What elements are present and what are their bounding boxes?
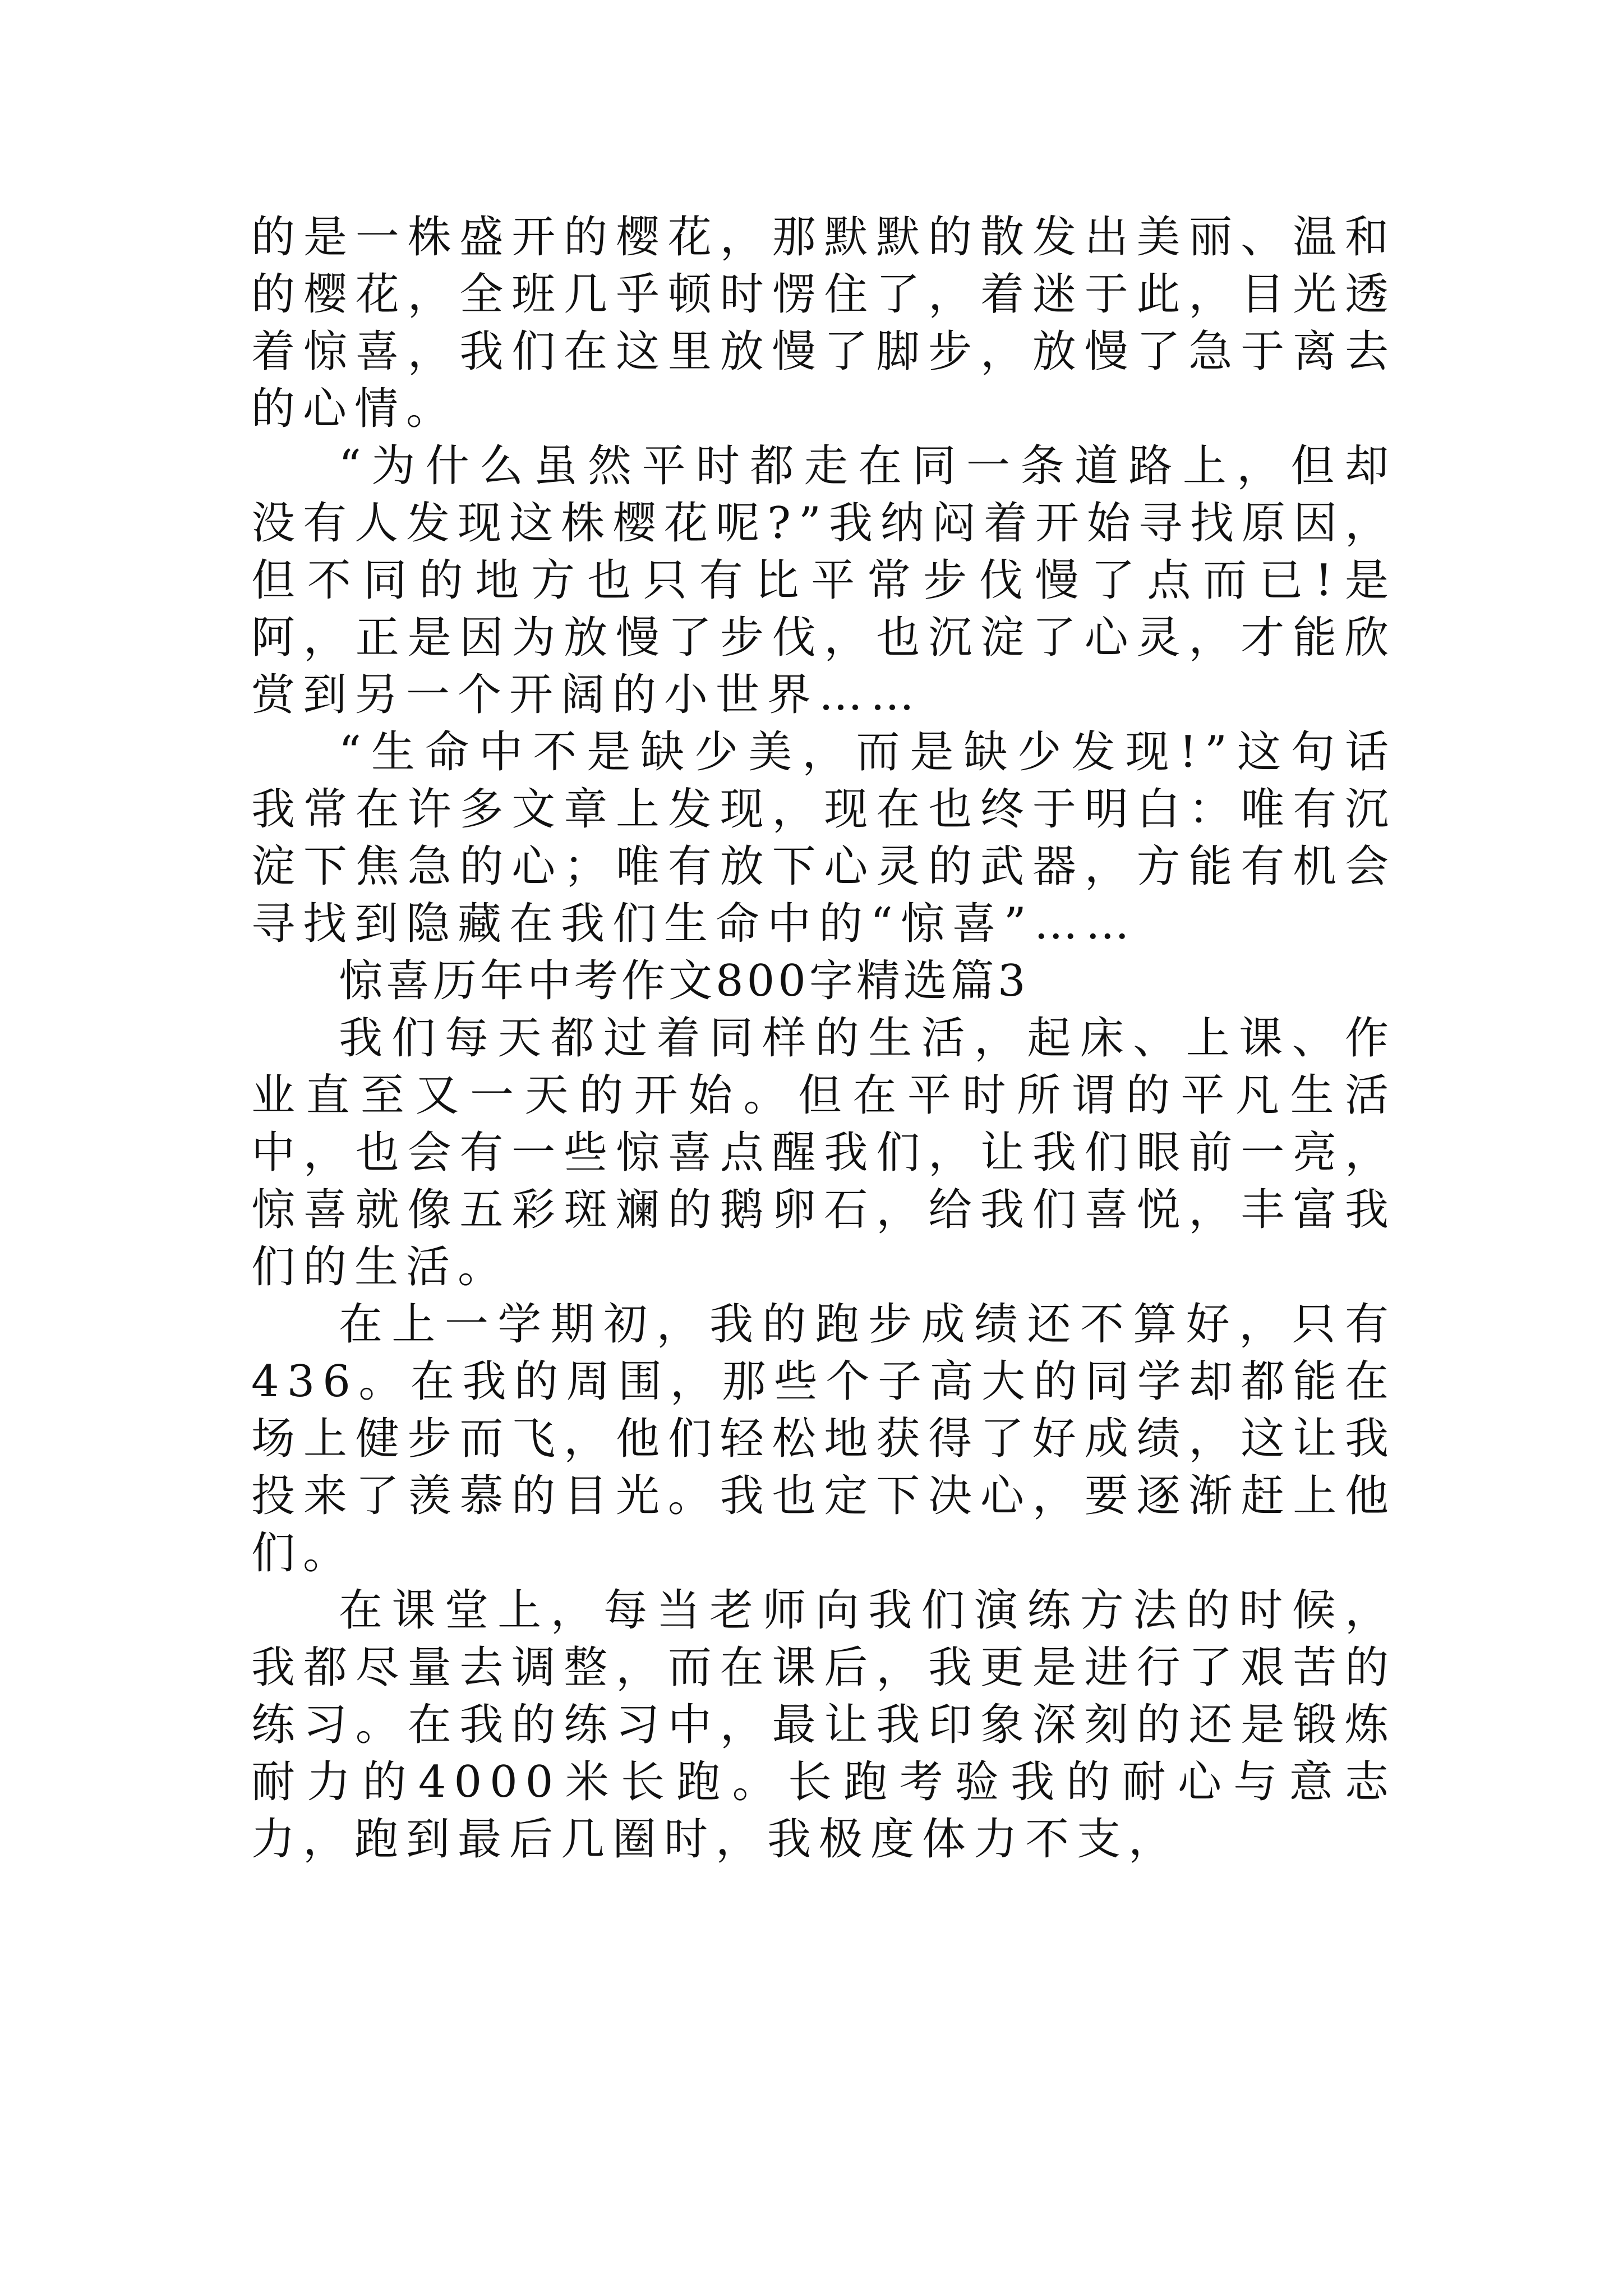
paragraph-running-score: 在上一学期初，我的跑步成绩还不算好，只有436。在我的周围，那些个子高大的同学却都能在场上健步而飞，他们轻松地获得了好成绩，这让我投来了羡慕的目光。我也定下决心，要逐渐赶上他们。	[251, 1299, 1396, 1579]
document-body	[251, 209, 1396, 1868]
paragraph-practice: 在课堂上，每当老师向我们演练方法的时候，我都尽量去调整，而在课后，我更是进行了艰苦的练习。在我的练习中，最让我印象深刻的还是锻炼耐力的4000米长跑。长跑考验我的耐心与意志力，跑到最后几圈时，我极度体力不支，	[251, 1585, 1396, 1865]
paragraph-continuation: 的是一株盛开的樱花，那默默的散发出美丽、温和的樱花，全班几乎顿时愣住了，着迷于此，目光透着惊喜，我们在这里放慢了脚步，放慢了急于离去的心情。	[251, 212, 1396, 434]
section-heading: 惊喜历年中考作文800字精选篇3	[339, 956, 1029, 1006]
paragraph-daily-life: 我们每天都过着同样的生活，起床、上课、作业直至又一天的开始。但在平时所谓的平凡生活中，也会有一些惊喜点醒我们，让我们眼前一亮，惊喜就像五彩斑斓的鹅卵石，给我们喜悦，丰富我们的生活。	[251, 1013, 1396, 1292]
paragraph-why-cherry-blossom: “为什么虽然平时都走在同一条道路上，但却没有人发现这株樱花呢?”我纳闷着开始寻找原因，但不同的地方也只有比平常步伐慢了点而已!是阿，正是因为放慢了步伐，也沉淀了心灵，才能欣赏到另一个开阔的小世界……	[251, 441, 1396, 720]
paragraph-life-beauty-quote: “生命中不是缺少美，而是缺少发现!”这句话我常在许多文章上发现，现在也终于明白：唯有沉淀下焦急的心；唯有放下心灵的武器，方能有机会寻找到隐藏在我们生命中的“惊喜”……	[251, 727, 1396, 949]
